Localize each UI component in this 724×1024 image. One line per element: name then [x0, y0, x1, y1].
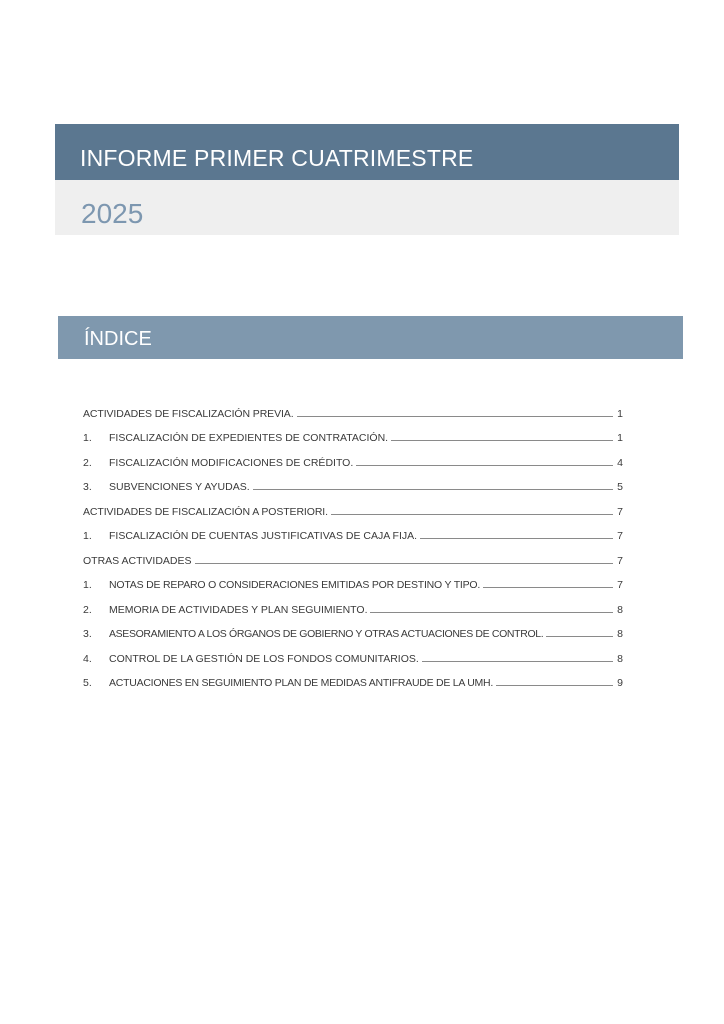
toc-entry-number: 3.	[83, 628, 92, 640]
toc-entry[interactable]	[83, 616, 623, 641]
toc-entry-page: 7	[617, 530, 623, 542]
toc-entry-label: ACTUACIONES EN SEGUIMIENTO PLAN DE MEDIDAS ANTIFRAUDE DE LA UMH.	[109, 677, 494, 689]
table-of-contents	[83, 395, 623, 689]
toc-entry-label: ACTIVIDADES DE FISCALIZACIÓN PREVIA.	[83, 407, 294, 420]
toc-entry[interactable]	[83, 567, 623, 592]
toc-entry-page: 7	[617, 554, 623, 567]
toc-entry-number: 1.	[83, 530, 92, 542]
toc-entry-label: SUBVENCIONES Y AYUDAS.	[109, 481, 250, 493]
toc-leader	[195, 563, 613, 564]
toc-entry-label: OTRAS ACTIVIDADES	[83, 554, 192, 567]
index-heading: ÍNDICE	[84, 328, 152, 350]
toc-leader	[391, 440, 613, 441]
toc-entry-label: ACTIVIDADES DE FISCALIZACIÓN A POSTERIORI.	[83, 505, 328, 518]
toc-leader	[483, 587, 613, 588]
toc-leader	[422, 661, 613, 662]
toc-entry-label: ASESORAMIENTO A LOS ÓRGANOS DE GOBIERNO Y OTRAS ACTUACIONES DE CONTROL.	[109, 628, 544, 640]
toc-leader	[546, 636, 613, 637]
toc-entry-number: 4.	[83, 652, 92, 665]
toc-entry[interactable]	[83, 493, 623, 518]
toc-entry-page: 9	[617, 677, 623, 689]
toc-leader	[420, 538, 613, 539]
toc-entry[interactable]	[83, 542, 623, 567]
toc-leader	[331, 514, 613, 515]
toc-entry-page: 7	[617, 579, 623, 591]
toc-entry-page: 7	[617, 505, 623, 518]
toc-entry-page: 8	[617, 652, 623, 665]
report-title: INFORME PRIMER CUATRIMESTRE	[80, 145, 474, 171]
report-year: 2025	[81, 198, 144, 229]
toc-entry-label: FISCALIZACIÓN DE CUENTAS JUSTIFICATIVAS DE CAJA FIJA.	[109, 530, 418, 542]
toc-entry[interactable]	[83, 420, 623, 445]
toc-leader	[370, 612, 613, 613]
toc-entry-label: MEMORIA DE ACTIVIDADES Y PLAN SEGUIMIENTO.	[109, 603, 368, 616]
toc-entry-label: FISCALIZACIÓN DE EXPEDIENTES DE CONTRATACIÓN.	[109, 432, 389, 444]
toc-entry-page: 4	[617, 456, 623, 469]
index-heading-band	[58, 316, 683, 359]
toc-entry-label: NOTAS DE REPARO O CONSIDERACIONES EMITIDAS POR DESTINO Y TIPO.	[109, 579, 481, 591]
toc-entry[interactable]	[83, 640, 623, 665]
toc-leader	[356, 465, 613, 466]
toc-entry-number: 1.	[83, 432, 92, 444]
toc-entry-page: 8	[617, 603, 623, 616]
report-year-band	[55, 180, 679, 235]
toc-entry-number: 2.	[83, 603, 92, 616]
toc-entry-page: 1	[617, 432, 623, 444]
toc-entry-number: 2.	[83, 456, 92, 469]
toc-entry[interactable]	[83, 518, 623, 543]
toc-leader	[496, 685, 613, 686]
toc-entry[interactable]	[83, 469, 623, 494]
toc-entry-page: 8	[617, 628, 623, 640]
toc-entry[interactable]	[83, 665, 623, 690]
toc-entry[interactable]	[83, 395, 623, 420]
toc-entry-label: CONTROL DE LA GESTIÓN DE LOS FONDOS COMUNITARIOS.	[109, 652, 419, 665]
toc-entry-page: 5	[617, 481, 623, 493]
toc-leader	[297, 416, 613, 417]
toc-entry[interactable]	[83, 444, 623, 469]
toc-entry[interactable]	[83, 591, 623, 616]
report-title-band	[55, 124, 679, 180]
toc-entry-label: FISCALIZACIÓN MODIFICACIONES DE CRÉDITO.	[109, 456, 354, 469]
toc-entry-page: 1	[617, 407, 623, 420]
toc-entry-number: 1.	[83, 579, 92, 591]
toc-leader	[253, 489, 613, 490]
toc-entry-number: 5.	[83, 677, 92, 689]
toc-entry-number: 3.	[83, 481, 92, 493]
